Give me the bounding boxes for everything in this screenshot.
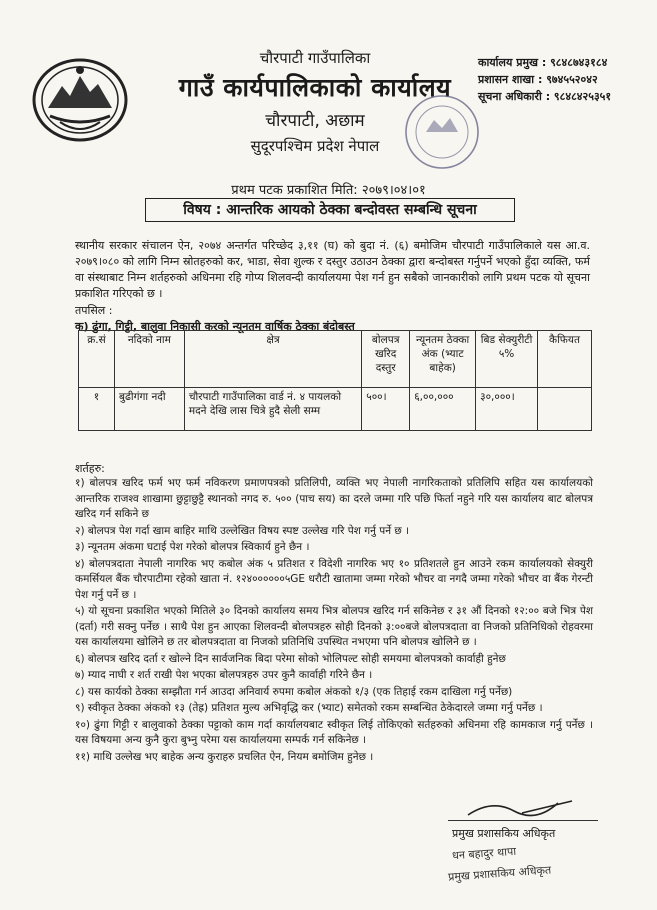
- contact-list: [478, 54, 611, 105]
- term-item: २) बोलपत्र पेश गर्दा खाम बाहिर माथि उल्लेखित विषय स्पष्ट उल्लेख गरि पेश गर्नु पर्ने छ ।: [75, 524, 410, 537]
- signatory-title: प्रमुख प्रशासकिय अधिकृत: [452, 827, 556, 840]
- tender-table: [78, 330, 592, 431]
- term-item: ३) न्यूनतम अंकमा घटाई पेश गरेको बोलपत्र स्विकार्य हुने छैन ।: [75, 541, 310, 553]
- cell-remarks: [538, 388, 592, 431]
- handwritten-signature-icon: [462, 793, 582, 823]
- terms-list: [75, 476, 593, 766]
- terms-heading: शर्तहरु:: [75, 462, 105, 475]
- cell-river: बुढीगंगा नदी: [114, 388, 184, 431]
- stamp-name: धन बहादुर थापा: [451, 844, 517, 863]
- table-header-row: [79, 331, 592, 388]
- col-river: नदिको नाम: [114, 331, 184, 388]
- office-address: चौरपाटी, अछाम: [265, 111, 365, 131]
- col-min-amount: न्यूनतम ठेक्का अंक (भ्याट बाहेक): [410, 331, 476, 388]
- details-label: तपसिल :: [75, 304, 113, 317]
- cell-bid-security: ३०,०००।: [476, 388, 538, 431]
- col-sn: क्र.सं: [79, 331, 115, 388]
- stamp-role: प्रमुख प्रशासकिय अधिकृत: [447, 863, 552, 884]
- signature-line: [448, 820, 598, 821]
- contact-admin: प्रशासन शाखा : ९७४५५२०४२: [478, 73, 598, 86]
- col-remarks: कैफियत: [538, 331, 592, 388]
- contact-info-officer: सूचना अधिकारी : ९८४८४२५३५१: [478, 90, 612, 103]
- office-seal-stamp-icon: [398, 90, 486, 174]
- publication-date: प्रथम पटक प्रकाशित मिति: २०७९।०४।०१: [231, 183, 426, 198]
- office-title: गाउँ कार्यपालिकाको कार्यालय: [178, 73, 452, 102]
- province-name: सुदूरपश्चिम प्रदेश नेपाल: [250, 137, 380, 155]
- table-title: क) ढुंगा, गिट्टी, बालुवा निकासी करको न्यूनतम वार्षिक ठेक्का बंदोबस्त: [75, 320, 355, 333]
- cell-area: चौरपाटी गाउँपालिका वार्ड नं. ४ पायलको मदने देखि लास चित्रे हुदै सेली सम्म: [184, 388, 361, 431]
- term-item: ६) बोलपत्र खरिद दर्ता र खोल्ने दिन सार्वजनिक बिदा परेमा सोको भोलिपल्ट सोही समयमा बोलपत्रको कार्वाही हुनेछ: [75, 652, 506, 665]
- term-item: १०) ढुंगा गिट्टी र बालुवाको ठेक्का पट्टाको काम गर्दा कार्यालयबाट स्वीकृत लिई तोकिएको सर्तहरुको अधिनमा रहि कामकाज गर्नु पर्नेछ । यस विषयमा अन्य कुनै कुरा बुभ्नु परेमा यस कार्यालयमा सम्पर्क गर्न सकिनेछ ।: [75, 718, 593, 746]
- col-area: क्षेत्र: [184, 331, 361, 388]
- municipality-name: चौरपाटी गाउँपालिका: [259, 49, 371, 67]
- term-item: ९) स्वीकृत ठेक्का अंकको १३ (तेह्र) प्रतिशत मुल्य अभिवृद्धि कर (भ्याट) समेतको रकम सम्बन्धित ठेकेदारले जम्मा गर्नु पर्नेछ ।: [75, 702, 543, 714]
- nepal-government-emblem-icon: [30, 56, 130, 144]
- term-item: १) बोलपत्र खरिद फर्म भए फर्म नविकरण प्रमाणपत्रको प्रतिलिपी, व्यक्ति भए नेपाली नागरिकताको प्रतिलिपि सहित यस कार्यालयको आन्तरिक राजश्व शाखामा छुट्टाछुट्टै स्थानको नगद रु. ५०० (पाच सय) का दरले जम्मा गरि पछि फिर्ता नहुने गरि यस कार्यालय बाट बोलपत्र खरिद गर्न सकिने छ: [75, 477, 593, 520]
- term-item: ११) माथि उल्लेख भए बाहेक अन्य कुराहरु प्रचलित ऐन, नियम बमोजिम हुनेछ ।: [75, 750, 374, 763]
- cell-fee: ५००।: [362, 388, 410, 431]
- col-fee: बोलपत्र खरिद दस्तुर: [362, 331, 410, 388]
- term-item: ४) बोलपत्रदाता नेपाली नागरिक भए कबोल अंक ५ प्रतिशत र विदेशी नागरिक भए १० प्रतिशतले हुन आउने रकम कार्यालयको सेक्युरी कमर्सियल बैंक चौरपाटीमा रहेको खाता नं. १२४००००००५GE धरौटी खातामा जम्मा गरेको भौचर वा नगदै जम्मा गरेको भौचर वा बैंक गेरन्टी पेश गर्नु पर्ने छ ।: [75, 557, 593, 601]
- col-bid-security: बिड सेक्युरीटी ५%: [476, 331, 538, 388]
- term-item: ७) म्याद नाघी र शर्त राखी पेश भएका बोलपत्रहरु उपर कुनै कार्वाही गरिने छैन ।: [75, 669, 373, 681]
- term-item: ८) यस कार्यको ठेक्का सम्झौता गर्न आउदा अनिवार्य रुपमा कबोल अंकको १/३ (एक तिहाई रकम दाखिला गर्नु पर्नेछ): [75, 685, 513, 698]
- table-row: [79, 388, 592, 431]
- notice-subject: विषय : आन्तरिक आयको ठेक्का बन्दोवस्त सम्बन्धि सूचना: [145, 198, 515, 222]
- cell-sn: १: [79, 388, 115, 431]
- term-item: ५) यो सूचना प्रकाशित भएको मितिले ३० दिनको कार्यालय समय भित्र बोलपत्र खरिद गर्न सकिनेछ र ३१ औं दिनको १२:०० बजे भित्र पेश (दर्ता) गरी सक्नु पर्नेछ । साथै पेश हुन आएका शिलवन्दी बोलपत्रहरु सोही दिनको ३:००बजे बोलपत्रदाता वा निजको प्रतिनिधिको रोहवरमा यस कार्यालयमा खोलिने छ तर बोलपत्रदाता वा निजको प्रतिनिधि उपस्थित नभएमा पनि बोलपत्र खोलिने छ ।: [75, 605, 593, 648]
- intro-paragraph: स्थानीय सरकार संचालन ऐन, २०७४ अन्तर्गत परिच्छेद ३,११ (घ) को बुदा नं. (६) बमोजिम चौरपाटी गाउँपालिकाले यस आ.व. २०७९।०८० को लागि निम्न स्रोतहरुको कर, भाडा, सेवा शुल्क र दस्तुर उठाउन ठेक्का द्वारा बन्दोबस्त गर्नुपर्ने भएको हुँदा व्यक्ति, फर्म वा संस्थाबाट निम्न शर्तहरुको अधिनमा रहि गोप्य शिलवन्दी कार्यालयमा पेश गर्न हुन सबैको जानकारीको लागि प्रथम पटक यो सूचना प्रकाशित गरिएको छ ।: [75, 239, 590, 300]
- cell-min-amount: ६,००,०००: [410, 388, 476, 431]
- contact-chief: कार्यालय प्रमुख : ९८४८७४३१८४: [478, 56, 608, 69]
